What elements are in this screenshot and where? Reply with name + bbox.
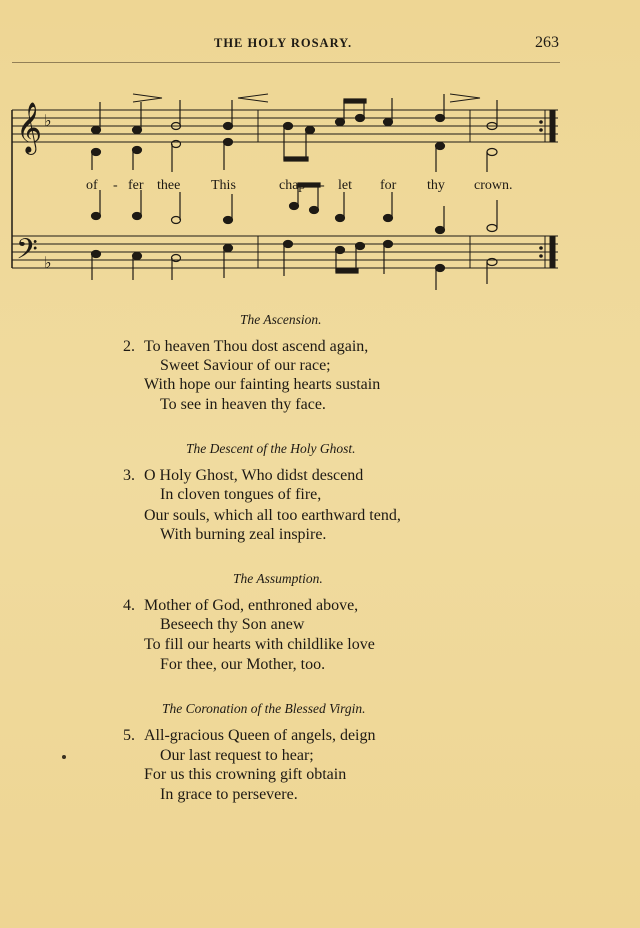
stanza-number: 5. [123, 727, 135, 744]
verse-line: In grace to persevere. [160, 786, 298, 803]
verse-line: Sweet Saviour of our race; [160, 357, 331, 374]
verse-line: To fill our hearts with childlike love [144, 636, 375, 653]
running-head [0, 36, 640, 60]
lyric-syllable: of [86, 178, 98, 193]
verse-line: To see in heaven thy face. [160, 396, 326, 413]
lyric-syllable: for [380, 178, 397, 193]
lyric-hyphen: - [320, 178, 325, 193]
verse-line: With burning zeal inspire. [160, 526, 327, 543]
stanza-title: The Assumption. [233, 571, 323, 586]
verse-line: For us this crowning gift obtain [144, 766, 347, 783]
lyric-hyphen: - [113, 178, 118, 193]
verse-line: With hope our fainting hearts sustain [144, 376, 381, 393]
header-rule [12, 62, 560, 63]
stanza-number: 4. [123, 597, 135, 614]
verse-line: Our last request to hear; [160, 747, 314, 764]
verse-line: Beseech thy Son anew [160, 616, 305, 633]
verse-line: All-gracious Queen of angels, deign [144, 727, 376, 744]
svg-text:𝄞: 𝄞 [16, 102, 43, 153]
verse-line: In cloven tongues of fire, [160, 486, 322, 503]
page-number: 263 [535, 34, 559, 51]
verse-line: To heaven Thou dost ascend again, [144, 338, 369, 355]
stanza-title: The Descent of the Holy Ghost. [186, 441, 356, 456]
lyric-syllable: thee [157, 178, 181, 193]
running-title: THE HOLY ROSARY. [214, 36, 353, 50]
verse-line: Mother of God, enthroned above, [144, 597, 359, 614]
lyric-syllable: fer [128, 178, 144, 193]
verse-line: O Holy Ghost, Who didst descend [144, 467, 364, 484]
stanza-number: 3. [123, 467, 135, 484]
verse-line: Our souls, which all too earthward tend, [144, 507, 401, 524]
svg-text:♭: ♭ [44, 111, 52, 130]
svg-text:𝄢: 𝄢 [16, 233, 38, 273]
stanza-number: 2. [123, 338, 135, 355]
lyric-syllable: This [211, 178, 236, 193]
svg-text:♭: ♭ [44, 253, 52, 272]
lyric-syllable: chap [279, 178, 306, 193]
verse-line: For thee, our Mother, too. [160, 656, 326, 673]
stanza-title: The Ascension. [240, 312, 322, 327]
lyric-syllable: let [338, 178, 352, 193]
lyric-syllable: crown. [474, 178, 513, 193]
lyric-syllable: thy [427, 178, 445, 193]
ink-speck [62, 755, 66, 759]
stanza-title: The Coronation of the Blessed Virgin. [162, 701, 366, 716]
